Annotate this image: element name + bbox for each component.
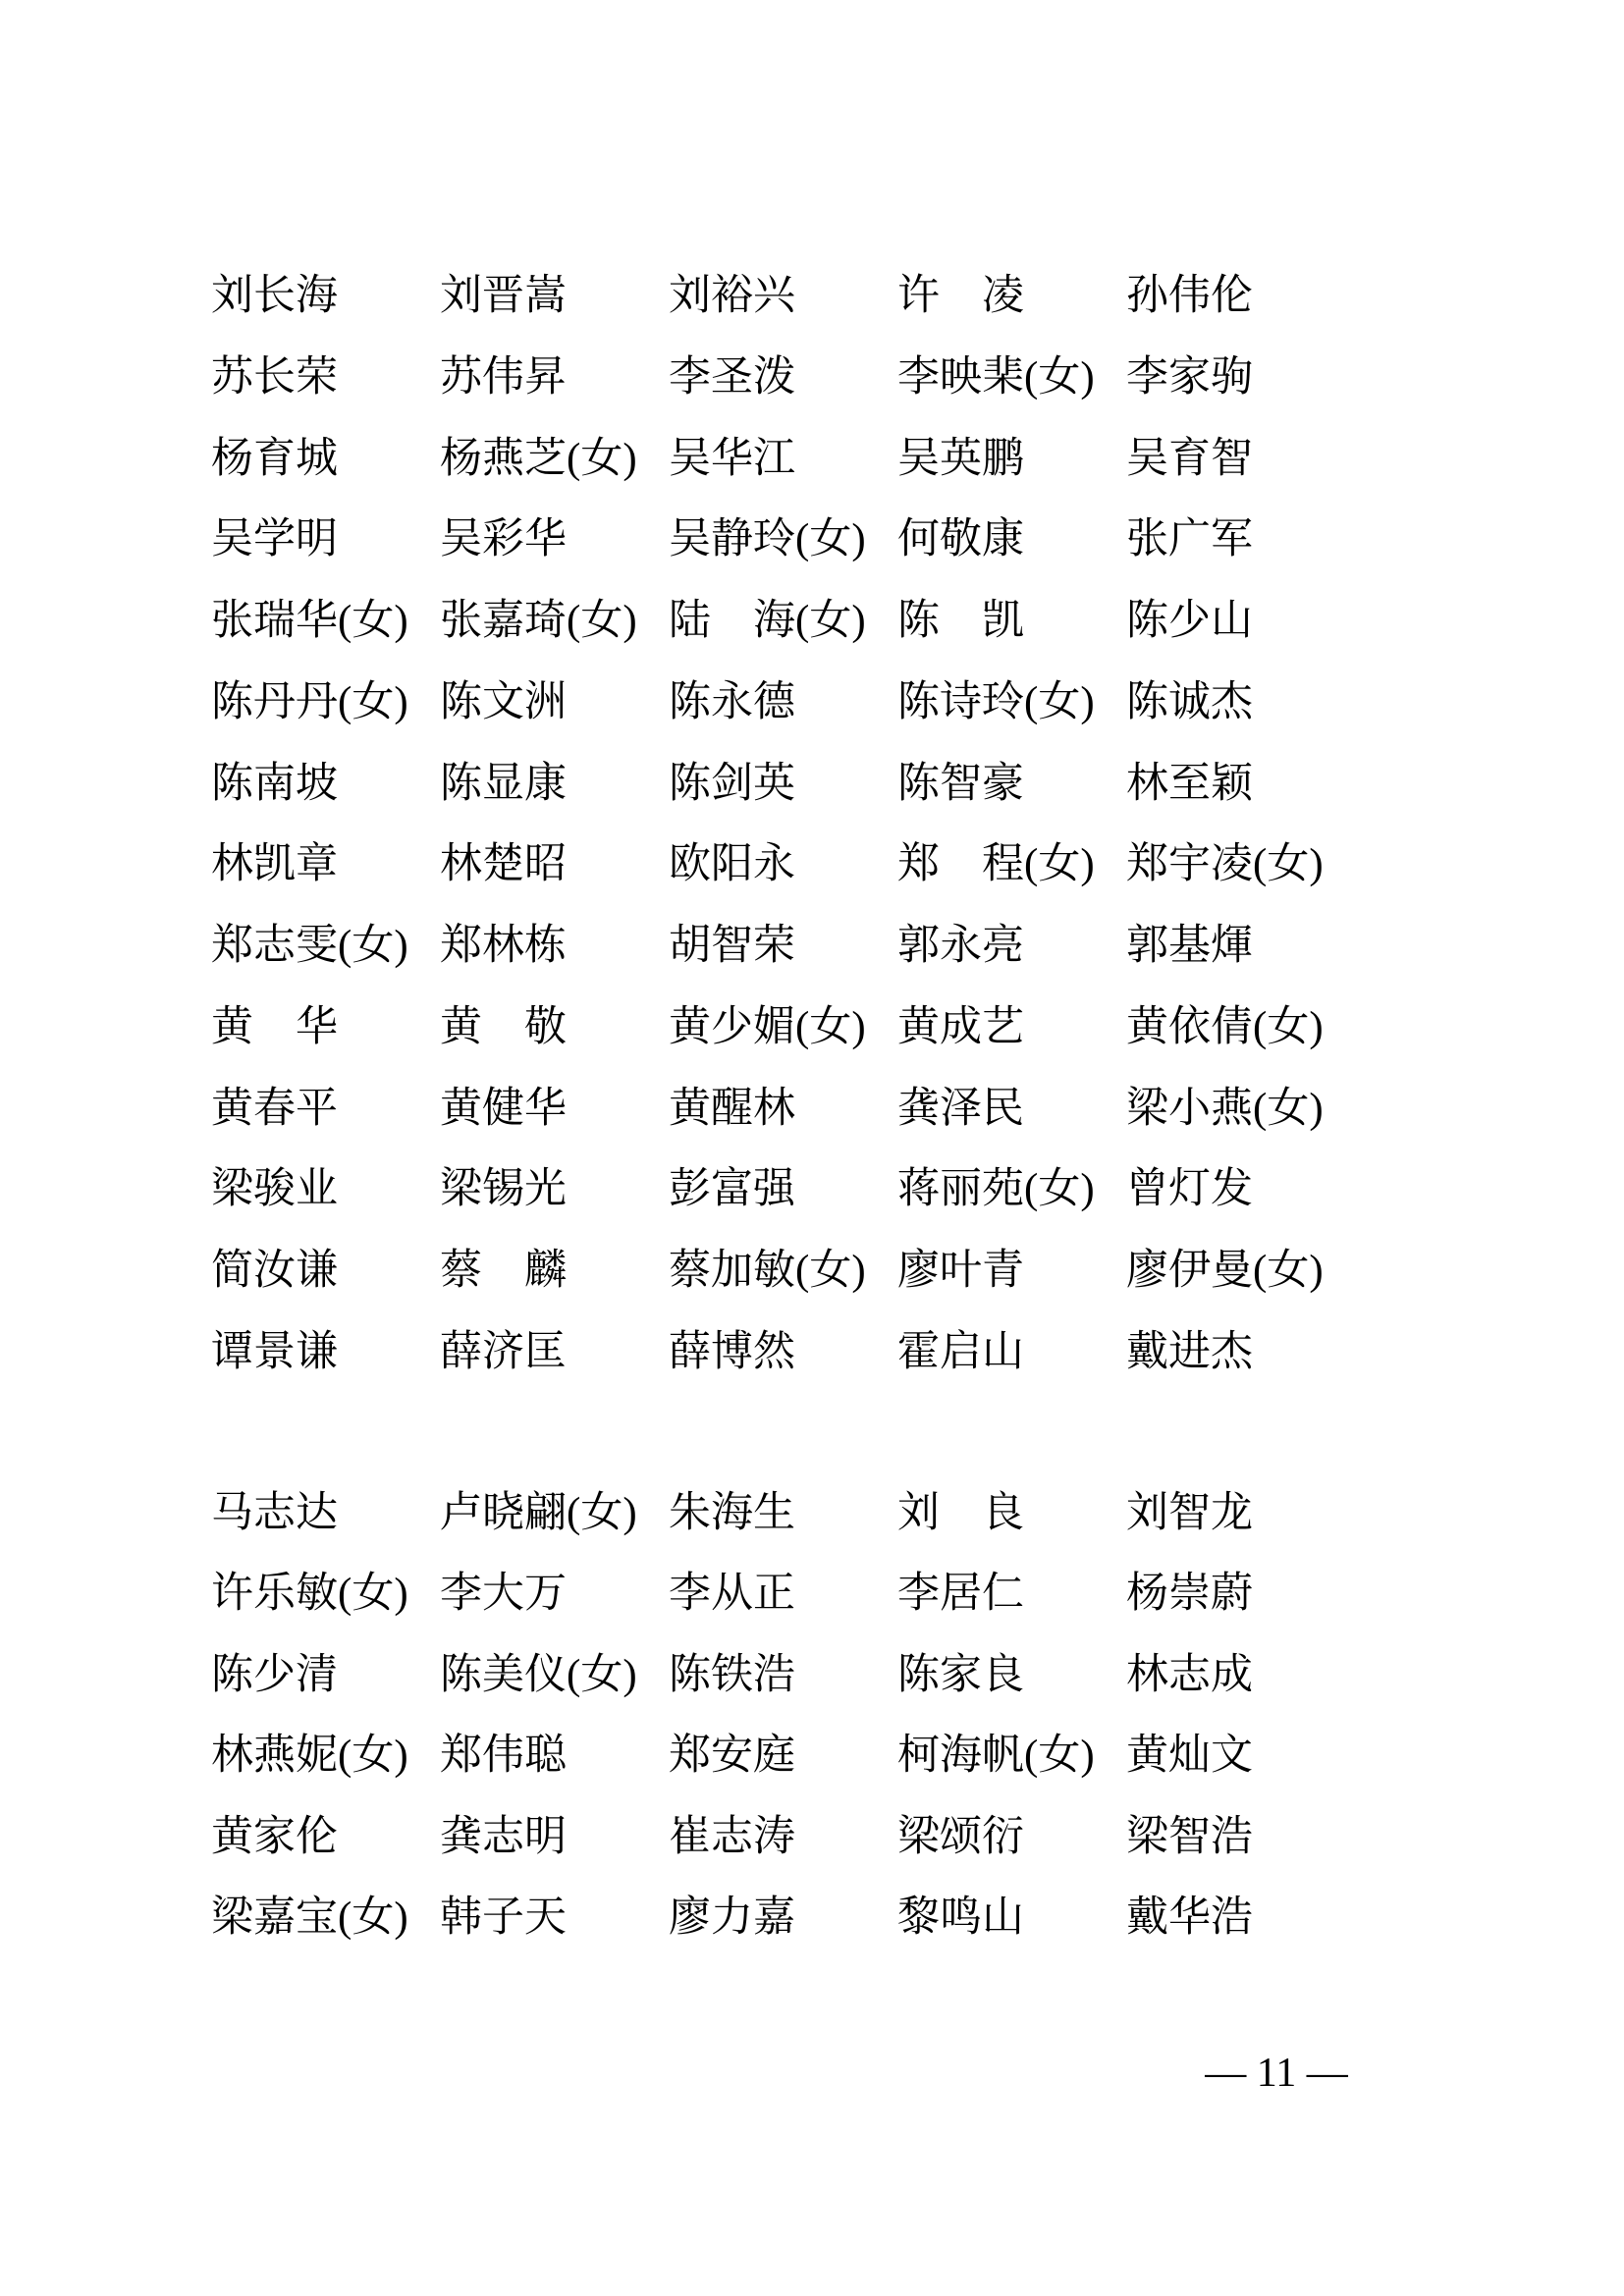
name-row (211, 841, 1448, 890)
person-name: 李从正 (669, 1571, 795, 1617)
person-name: 陈南坡 (211, 761, 338, 807)
person-name: 陈少山 (1126, 598, 1253, 644)
person-name: 梁颂衍 (897, 1814, 1024, 1860)
person-name: 黎鸣山 (897, 1895, 1024, 1941)
person-name: 陆 海(女) (669, 598, 866, 644)
person-name: 简汝谦 (211, 1248, 338, 1294)
person-name: 梁智浩 (1126, 1814, 1253, 1860)
person-name: 卢晓翩(女) (440, 1490, 637, 1536)
person-name: 郑志雯(女) (211, 923, 408, 969)
person-name: 薛济匡 (440, 1329, 567, 1375)
name-row (211, 1248, 1448, 1297)
person-name: 崔志涛 (669, 1814, 795, 1860)
person-name: 蔡加敏(女) (669, 1248, 866, 1294)
person-name: 曾灯发 (1126, 1166, 1253, 1212)
name-row (211, 1895, 1448, 1944)
person-name: 蒋丽苑(女) (897, 1166, 1095, 1212)
person-name: 陈显康 (440, 761, 567, 807)
person-name: 黄 敬 (440, 1004, 567, 1050)
name-row (211, 354, 1448, 403)
person-name: 郭永亮 (897, 923, 1024, 969)
person-name: 陈家良 (897, 1652, 1024, 1698)
person-name: 陈剑英 (669, 761, 795, 807)
person-name: 欧阳永 (669, 841, 795, 887)
name-row (211, 436, 1448, 485)
name-row (211, 516, 1448, 565)
person-name: 林至颖 (1126, 761, 1253, 807)
person-name: 陈文洲 (440, 679, 567, 725)
person-name: 张嘉琦(女) (440, 598, 637, 644)
person-name: 郑安庭 (669, 1733, 795, 1779)
person-name: 梁锡光 (440, 1166, 567, 1212)
name-row (211, 1814, 1448, 1863)
person-name: 黄家伦 (211, 1814, 338, 1860)
person-name: 朱海生 (669, 1490, 795, 1536)
person-name: 薛博然 (669, 1329, 795, 1375)
person-name: 陈少清 (211, 1652, 338, 1698)
name-row (211, 598, 1448, 647)
person-name: 黄健华 (440, 1086, 567, 1132)
person-name: 霍启山 (897, 1329, 1024, 1375)
person-name: 吴华江 (669, 436, 795, 482)
person-name: 陈永德 (669, 679, 795, 725)
person-name: 陈铁浩 (669, 1652, 795, 1698)
person-name: 刘长海 (211, 273, 338, 319)
person-name: 李居仁 (897, 1571, 1024, 1617)
name-row (211, 1166, 1448, 1215)
person-name: 谭景谦 (211, 1329, 338, 1375)
person-name: 陈丹丹(女) (211, 679, 408, 725)
person-name: 吴育智 (1126, 436, 1253, 482)
person-name: 张广军 (1126, 516, 1253, 562)
name-row (211, 1490, 1448, 1539)
person-name: 许乐敏(女) (211, 1571, 408, 1617)
person-name: 郑伟聪 (440, 1733, 567, 1779)
name-row (211, 1733, 1448, 1782)
name-row (211, 761, 1448, 810)
person-name: 龚志明 (440, 1814, 567, 1860)
person-name: 李大万 (440, 1571, 567, 1617)
person-name: 林楚昭 (440, 841, 567, 887)
person-name: 柯海帆(女) (897, 1733, 1095, 1779)
person-name: 郑宇凌(女) (1126, 841, 1324, 887)
person-name: 张瑞华(女) (211, 598, 408, 644)
person-name: 黄灿文 (1126, 1733, 1253, 1779)
person-name: 廖力嘉 (669, 1895, 795, 1941)
person-name: 林燕妮(女) (211, 1733, 408, 1779)
person-name: 吴静玲(女) (669, 516, 866, 562)
person-name: 郑 程(女) (897, 841, 1095, 887)
person-name: 何敬康 (897, 516, 1024, 562)
person-name: 戴进杰 (1126, 1329, 1253, 1375)
name-row (211, 1329, 1448, 1378)
person-name: 黄 华 (211, 1004, 338, 1050)
name-row (211, 923, 1448, 972)
person-name: 苏伟昇 (440, 354, 567, 400)
person-name: 梁骏业 (211, 1166, 338, 1212)
person-name: 黄成艺 (897, 1004, 1024, 1050)
person-name: 林凯章 (211, 841, 338, 887)
person-name: 陈美仪(女) (440, 1652, 637, 1698)
person-name: 蔡 麟 (440, 1248, 567, 1294)
person-name: 刘裕兴 (669, 273, 795, 319)
person-name: 廖伊曼(女) (1126, 1248, 1324, 1294)
person-name: 郭基煇 (1126, 923, 1253, 969)
page-number: — 11 — (1205, 2051, 1348, 2096)
person-name: 许 凌 (897, 273, 1024, 319)
person-name: 黄依倩(女) (1126, 1004, 1324, 1050)
person-name: 杨崇蔚 (1126, 1571, 1253, 1617)
person-name: 黄醒林 (669, 1086, 795, 1132)
name-row (211, 1652, 1448, 1701)
person-name: 吴学明 (211, 516, 338, 562)
person-name: 陈 凯 (897, 598, 1024, 644)
name-row (211, 1004, 1448, 1053)
person-name: 陈智豪 (897, 761, 1024, 807)
person-name: 黄少媚(女) (669, 1004, 866, 1050)
person-name: 龚泽民 (897, 1086, 1024, 1132)
person-name: 刘 良 (897, 1490, 1024, 1536)
person-name: 韩子天 (440, 1895, 567, 1941)
person-name: 黄春平 (211, 1086, 338, 1132)
person-name: 孙伟伦 (1126, 273, 1253, 319)
person-name: 陈诚杰 (1126, 679, 1253, 725)
person-name: 彭富强 (669, 1166, 795, 1212)
person-name: 梁小燕(女) (1126, 1086, 1324, 1132)
name-row (211, 273, 1448, 322)
person-name: 杨育城 (211, 436, 338, 482)
person-name: 李家驹 (1126, 354, 1253, 400)
person-name: 李圣泼 (669, 354, 795, 400)
person-name: 郑林栋 (440, 923, 567, 969)
person-name: 马志达 (211, 1490, 338, 1536)
person-name: 陈诗玲(女) (897, 679, 1095, 725)
person-name: 廖叶青 (897, 1248, 1024, 1294)
person-name: 苏长荣 (211, 354, 338, 400)
person-name: 戴华浩 (1126, 1895, 1253, 1941)
person-name: 林志成 (1126, 1652, 1253, 1698)
person-name: 吴英鹏 (897, 436, 1024, 482)
person-name: 李映棐(女) (897, 354, 1095, 400)
name-row (211, 1086, 1448, 1135)
person-name: 刘智龙 (1126, 1490, 1253, 1536)
person-name: 胡智荣 (669, 923, 795, 969)
person-name: 刘晋嵩 (440, 273, 567, 319)
person-name: 杨燕芝(女) (440, 436, 637, 482)
person-name: 梁嘉宝(女) (211, 1895, 408, 1941)
name-row (211, 1571, 1448, 1620)
person-name: 吴彩华 (440, 516, 567, 562)
name-row (211, 679, 1448, 728)
